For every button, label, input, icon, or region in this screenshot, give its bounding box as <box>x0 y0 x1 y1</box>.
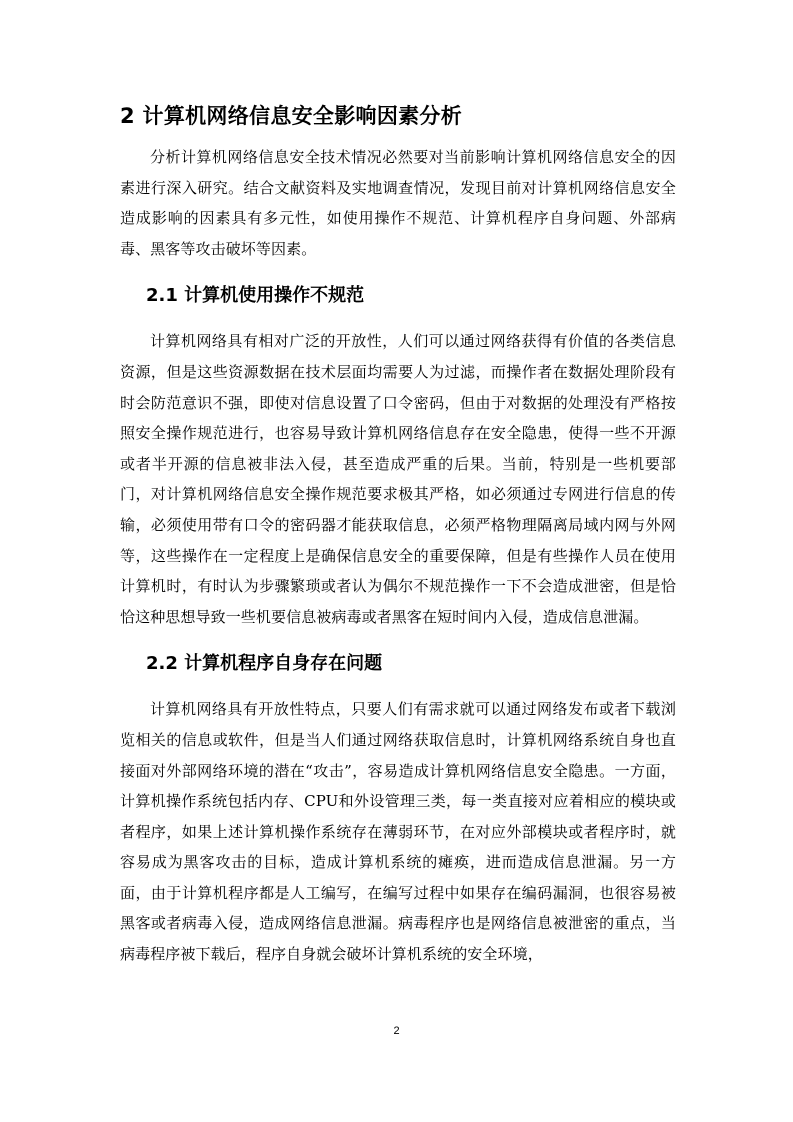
section-title: 2 计算机网络信息安全影响因素分析 <box>120 104 463 128</box>
page-content <box>120 96 676 970</box>
subsection-title-2-2: 2.2 计算机程序自身存在问题 <box>146 653 383 675</box>
subsection-2-2-paragraph: 计算机网络具有开放性特点，只要人们有需求就可以通过网络发布或者下载浏览相关的信息或软件，但是当人们通过网络获取信息时，计算机网络系统自身也直接面对外部网络环境的潜在“攻击”，容易造成计算机网络信息安全隐患。一方面，计算机操作系统包括内存、CPU和外设管理三类，每一类直接对应着相应的模块或者程序，如果上述计算机操作系统存在薄弱环节，在对应外部模块或者程序时，就容易成为黑客攻击的目标，造成计算机系统的瘫痪，进而造成信息泄漏。另一方面，由于计算机程序都是人工编写，在编写过程中如果存在编码漏洞，也很容易被黑客或者病毒入侵，造成网络信息泄漏。病毒程序也是网络信息被泄密的重点，当病毒程序被下载后，程序自身就会破坏计算机系统的安全环境， <box>120 700 676 964</box>
subsection-2-1-paragraph: 计算机网络具有相对广泛的开放性，人们可以通过网络获得有价值的各类信息资源，但是这些资源数据在技术层面均需要人为过滤，而操作者在数据处理阶段有时会防范意识不强，即使对信息设置了口令密码，但由于对数据的处理没有严格按照安全操作规范进行，也容易导致计算机网络信息存在安全隐患，使得一些不开源或者半开源的信息被非法入侵，甚至造成严重的后果。当前，特别是一些机要部门，对计算机网络信息安全操作规范要求极其严格，如必须通过专网进行信息的传输，必须使用带有口令的密码器才能获取信息，必须严格物理隔离局域内网与外网等，这些操作在一定程度上是确保信息安全的重要保障，但是有些操作人员在使用计算机时，有时认为步骤繁琐或者认为偶尔不规范操作一下不会造成泄密，但是恰恰这种思想导致一些机要信息被病毒或者黑客在短时间内入侵，造成信息泄漏。 <box>120 332 676 626</box>
subsection-title-2-1: 2.1 计算机使用操作不规范 <box>146 285 365 307</box>
section-intro-paragraph: 分析计算机网络信息安全技术情况必然要对当前影响计算机网络信息安全的因素进行深入研究。结合文献资料及实地调查情况，发现目前对计算机网络信息安全造成影响的因素具有多元性，如使用操作不规范、计算机程序自身问题、外部病毒、黑客等攻击破坏等因素。 <box>120 148 676 258</box>
page-number: 2 <box>393 1025 400 1037</box>
